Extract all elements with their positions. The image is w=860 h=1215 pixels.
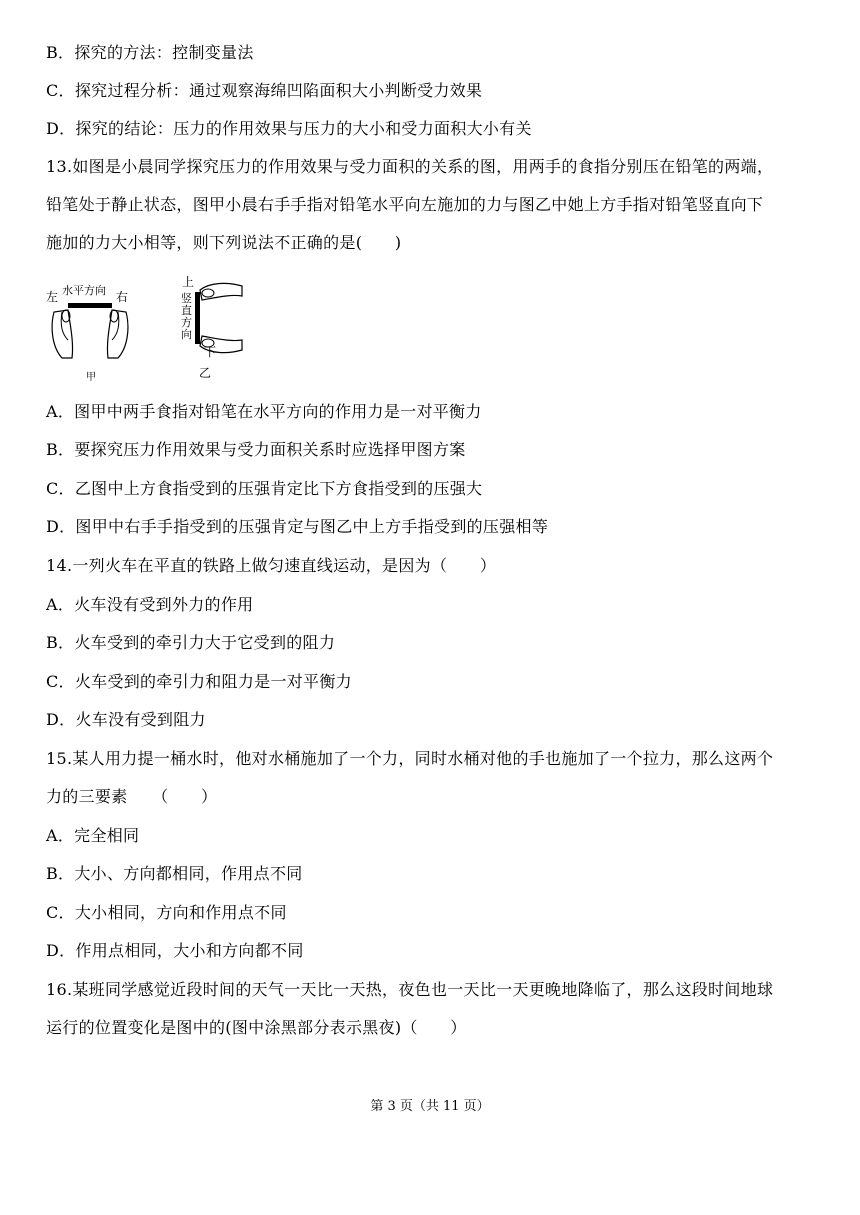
- yi-pencil: [195, 292, 200, 344]
- yi-side-char-2: 直: [181, 304, 192, 317]
- option-d-q13: D．图甲中右手手指受到的压强肯定与图乙中上方手指受到的压强相等: [46, 517, 549, 536]
- page-footer: 第 3 页（共 11 页）: [370, 1099, 490, 1114]
- question-14-stem: 14.一列火车在平直的铁路上做匀速直线运动，是因为（ ）: [46, 556, 497, 575]
- option-a-q14: A．火车没有受到外力的作用: [46, 595, 254, 614]
- option-c-q12: C．探究过程分析：通过观察海绵凹陷面积大小判断受力效果: [46, 81, 483, 100]
- yi-top-hand: [200, 283, 242, 300]
- option-b-q14: B．火车受到的牵引力大于它受到的阻力: [46, 633, 336, 652]
- yi-side-label: [181, 291, 192, 341]
- option-c-q13: C．乙图中上方食指受到的压强肯定比下方食指受到的压强大: [46, 479, 483, 498]
- yi-side-char-1: 竖: [181, 292, 192, 305]
- option-d-q14: D．火车没有受到阻力: [46, 710, 206, 729]
- yi-top-label: 上: [182, 275, 195, 289]
- yi-side-char-4: 向: [181, 328, 192, 341]
- option-a-q13: A．图甲中两手食指对铅笔在水平方向的作用力是一对平衡力: [46, 402, 482, 421]
- option-a-q15: A．完全相同: [46, 826, 140, 845]
- question-13-stem-line1: 13.如图是小晨同学探究压力的作用效果与受力面积的关系的图，用两手的食指分别压在铅笔的两端，: [46, 157, 774, 176]
- question-13-stem-line2: 铅笔处于静止状态，图甲小晨右手手指对铅笔水平向左施加的力与图乙中她上方手指对铅笔竖直向下: [46, 195, 764, 214]
- question-16-stem-line1: 16.某班同学感觉近段时间的天气一天比一天热，夜色也一天比一天更晚地降临了，那么这段时间地球: [46, 980, 774, 999]
- option-c-q14: C．火车受到的牵引力和阻力是一对平衡力: [46, 672, 352, 691]
- yi-caption: 乙: [199, 366, 212, 380]
- question-15-stem-line1: 15.某人用力提一桶水时，他对水桶施加了一个力，同时水桶对他的手也施加了一个拉力，那么这两个: [46, 749, 774, 768]
- option-b-q12: B．探究的方法：控制变量法: [46, 43, 254, 62]
- question-13-stem-line3: 施加的力大小相等，则下列说法不正确的是( ): [46, 233, 402, 252]
- yi-side-char-3: 方: [181, 316, 192, 329]
- jia-pencil: [68, 303, 112, 308]
- question-15-stem-line2: 力的三要素 （ ）: [46, 787, 218, 806]
- jia-right-label: 右: [116, 290, 129, 304]
- yi-top-fingertip: [202, 289, 214, 297]
- jia-left-label: 左: [46, 290, 59, 304]
- option-d-q15: D．作用点相同，大小和方向都不同: [46, 941, 304, 960]
- jia-top-label: 水平方向: [62, 284, 106, 297]
- yi-bottom-label: 下: [204, 345, 217, 359]
- option-d-q12: D．探究的结论：压力的作用效果与压力的大小和受力面积大小有关: [46, 119, 532, 138]
- option-c-q15: C．大小相同，方向和作用点不同: [46, 903, 287, 922]
- option-b-q15: B．大小、方向都相同，作用点不同: [46, 864, 303, 883]
- figure-yi: [181, 274, 242, 380]
- figure-jia: [46, 283, 128, 383]
- jia-caption: 甲: [86, 372, 96, 383]
- option-b-q13: B．要探究压力作用效果与受力面积关系时应选择甲图方案: [46, 440, 466, 459]
- question-16-stem-line2: 运行的位置变化是图中的(图中涂黑部分表示黑夜)（ ）: [46, 1018, 467, 1037]
- pencil-figure-svg: [44, 272, 254, 384]
- pencil-pressure-figure: [44, 272, 254, 384]
